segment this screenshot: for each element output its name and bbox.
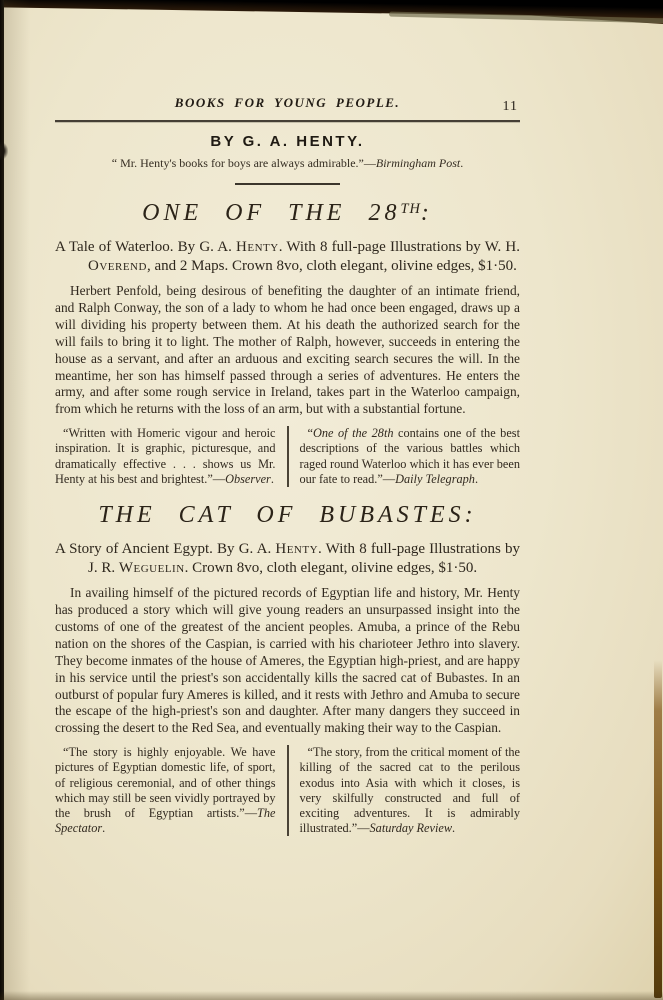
press-reviews-row (55, 745, 520, 836)
author-press-quote: “ Mr. Henty's books for boys are always admirable.”—Birmingham Post. (111, 156, 464, 170)
book-description: Herbert Penfold, being desirous of benefiting the daughter of an intimate friend, and Ralph Conway, the son of a lady to whom he had once been engaged, draws up a will dividing his property between them. At his death the authorized search for the will fails to bring it to light. The mother of Ralph, however, succeeds in entering the house as a servant, and after an arduous and exciting search secures the will. In the meantime, her son has himself passed through a series of adventures. He enters the army, and after some rough service in Ireland, takes part in the Waterloo campaign, from which he returns with the loss of an arm, but with a substantial fortune. (55, 283, 520, 417)
section-divider-rule (235, 183, 340, 185)
book-section-one-of-the-28th (55, 200, 520, 487)
book-subtitle: A Tale of Waterloo. By G. A. Henty. With 8 full-page Illustrations by W. H. Overend, and 2 Maps. Crown 8vo, cloth elegant, olivine edges, $1·50. (55, 239, 520, 274)
running-title: BOOKS FOR YOUNG PEOPLE. (174, 95, 401, 110)
book-subtitle: A Story of Ancient Egypt. By G. A. Henty. With 8 full-page Illustrations by J. R. Weguelin. Crown 8vo, cloth elegant, olivine edges, $1·50. (55, 541, 520, 576)
press-review-right: “One of the 28th contains one of the best descriptions of the various battles which raged round Waterloo which it has ever been our fate to read.”—Daily Telegraph. (287, 426, 521, 487)
page-number: 11 (502, 99, 518, 114)
author-heading: BY G. A. HENTY. (210, 133, 365, 150)
book-section-cat-of-bubastes (55, 502, 520, 836)
header-rule (55, 120, 520, 122)
book-title: THE CAT OF BUBASTES: (98, 502, 477, 529)
printed-text-area (55, 95, 520, 836)
press-reviews-row (55, 426, 520, 487)
page-bottom-shadow (0, 991, 663, 1000)
press-review-left: “The story is highly enjoyable. We have pictures of Egyptian domestic life, of sport, of religious ceremonial, and of other things which may still be seen vividly portrayed by the brush of Egyptian artists.”—The Spectator. (55, 745, 276, 836)
running-head-row (55, 95, 520, 114)
press-review-left: “Written with Homeric vigour and heroic inspiration. It is graphic, picturesque, and dramatically effective . . . shows us Mr. Henty at his best and brightest.”—Observer. (55, 426, 276, 486)
book-title: ONE OF THE 28TH: (142, 200, 433, 226)
page-left-notch (0, 142, 8, 160)
book-description: In availing himself of the pictured records of Egyptian life and history, Mr. Henty has produced a story which will give young readers an unsurpassed insight into the customs of one of the greatest of the ancient peoples. Amuba, a prince of the Rebu nation on the shores of the Caspian, is carried with his charioteer Jethro into slavery. They become inmates of the house of Ameres, the Egyptian high-priest, and are happy in his service until the priest's son accidentally kills the sacred cat of Bubastes. In an outburst of popular fury Ameres is killed, and it rests with Jethro and Amuba to secure the escape of the high-priest's son and daughter. After many dangers they succeed in crossing the desert to the Red Sea, and eventually making their way to the Caspian. (55, 585, 520, 736)
press-review-right: “The story, from the critical moment of the killing of the sacred cat to the perilous exodus into Asia with which it closes, is very skilfully constructed and full of exciting adventures. It is admirably illustrated.”—Saturday Review. (287, 745, 521, 836)
page-right-gilt-edge (654, 660, 662, 998)
